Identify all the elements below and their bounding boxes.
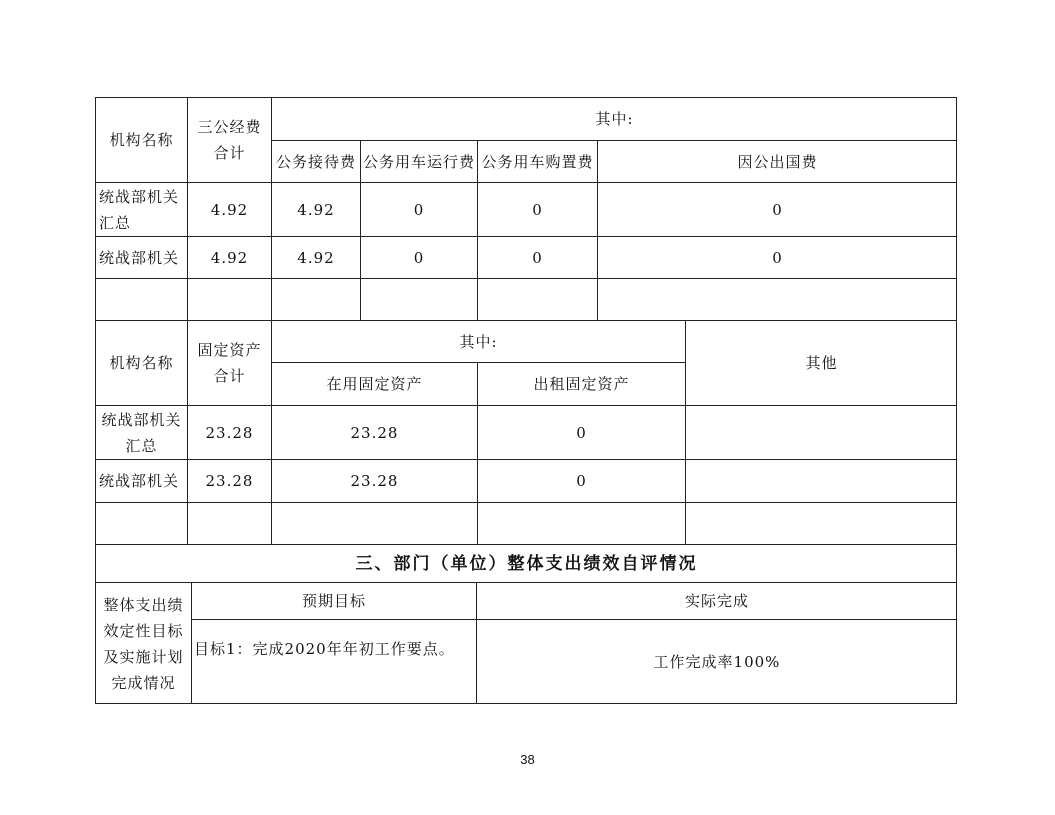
t2-row1-in-use: 23.28: [272, 406, 478, 460]
t1-row1-total: 4.92: [188, 183, 272, 237]
t2-col-leased: 出租固定资产: [478, 363, 686, 406]
t1-col-overseas: 因公出国费: [598, 141, 957, 183]
t2-row1-other: [686, 406, 957, 460]
t2-org-header: 机构名称: [96, 321, 188, 406]
section3-title: 三、部门（单位）整体支出绩效自评情况: [96, 545, 957, 583]
t2-row2-other: [686, 460, 957, 503]
actual-completion-header: 实际完成: [477, 583, 957, 620]
t2-row1-total: 23.28: [188, 406, 272, 460]
t2-other-header: 其他: [686, 321, 957, 406]
t1-row2-reception: 4.92: [272, 237, 361, 279]
t1-row1-car-purchase: 0: [478, 183, 598, 237]
t1-empty-cell: [96, 279, 188, 321]
t1-empty-cell: [598, 279, 957, 321]
t1-total-header: 三公经费合计: [188, 98, 272, 183]
t2-empty-cell: [188, 503, 272, 545]
t1-row2-name: 统战部机关: [96, 237, 188, 279]
t1-row2-overseas: 0: [598, 237, 957, 279]
t2-row1-name: 统战部机关汇总: [96, 406, 188, 460]
expected-goal-text: 目标1：完成2020年年初工作要点。: [192, 620, 477, 704]
t1-empty-cell: [361, 279, 478, 321]
t1-row1-reception: 4.92: [272, 183, 361, 237]
t1-row1-overseas: 0: [598, 183, 957, 237]
t2-row2-total: 23.28: [188, 460, 272, 503]
t1-col-car-purchase: 公务用车购置费: [478, 141, 598, 183]
t2-total-header: 固定资产合计: [188, 321, 272, 406]
t1-org-header: 机构名称: [96, 98, 188, 183]
budget-table: [95, 97, 957, 704]
expected-goal-header: 预期目标: [192, 583, 477, 620]
t1-among-header: 其中:: [272, 98, 957, 141]
t2-row2-name: 统战部机关: [96, 460, 188, 503]
t1-col-car-operation: 公务用车运行费: [361, 141, 478, 183]
page-number: 38: [520, 752, 535, 767]
t1-empty-cell: [188, 279, 272, 321]
t2-row2-in-use: 23.28: [272, 460, 478, 503]
t1-row1-car-operation: 0: [361, 183, 478, 237]
t1-row1-name: 统战部机关汇总: [96, 183, 188, 237]
t2-col-in-use: 在用固定资产: [272, 363, 478, 406]
t1-col-reception: 公务接待费: [272, 141, 361, 183]
t1-empty-cell: [478, 279, 598, 321]
t1-row2-car-operation: 0: [361, 237, 478, 279]
section3-row-label: 整体支出绩效定性目标及实施计划完成情况: [96, 583, 192, 704]
t2-among-header: 其中:: [272, 321, 686, 363]
t2-empty-cell: [272, 503, 478, 545]
t2-empty-cell: [686, 503, 957, 545]
t2-row2-leased: 0: [478, 460, 686, 503]
t2-empty-cell: [96, 503, 188, 545]
t1-row2-total: 4.92: [188, 237, 272, 279]
t2-empty-cell: [478, 503, 686, 545]
t2-row1-leased: 0: [478, 406, 686, 460]
actual-completion-text: 工作完成率100%: [653, 653, 781, 671]
t1-empty-cell: [272, 279, 361, 321]
t1-row2-car-purchase: 0: [478, 237, 598, 279]
